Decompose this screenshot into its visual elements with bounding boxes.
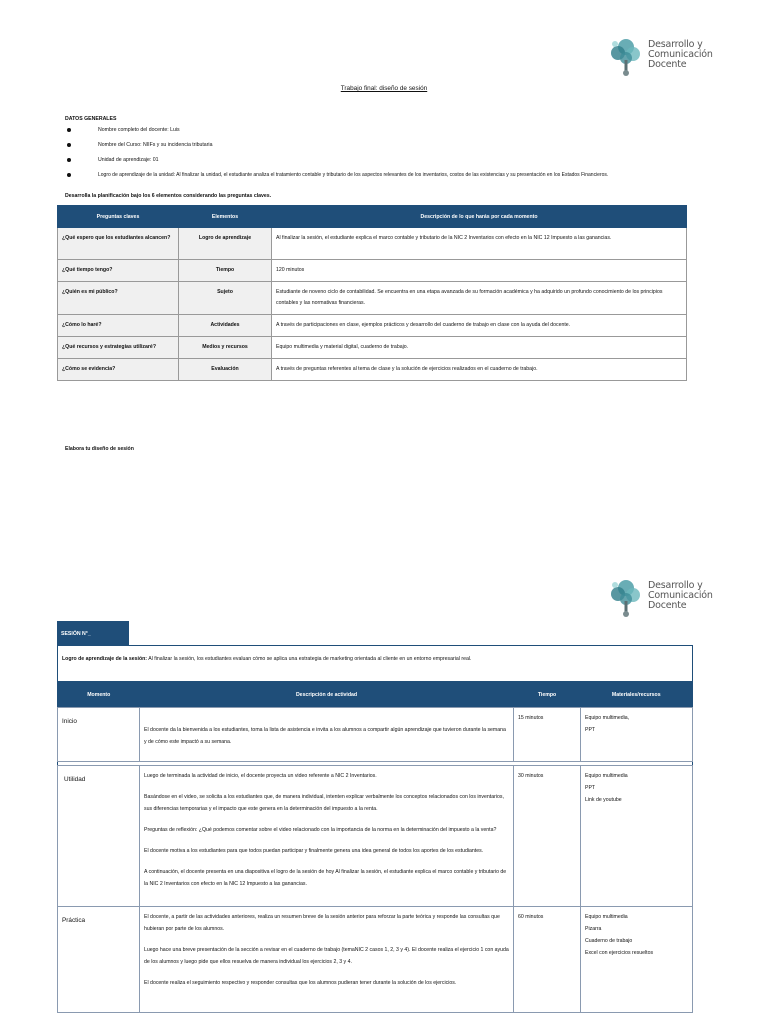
datos-generales-list — [65, 127, 705, 187]
material-item: Equipo multimedia — [585, 914, 628, 920]
element-cell: Medios y recursos — [179, 337, 272, 359]
logo-line-3: Docente — [648, 600, 687, 611]
time-cell: 60 minutos — [514, 907, 581, 1013]
materials-cell — [581, 907, 693, 1013]
instruction-text: Desarrolla la planificación bajo los 6 elementos considerando las preguntas claves. — [65, 193, 272, 199]
material-item: Cuaderno de trabajo — [585, 938, 633, 944]
bullet-icon — [67, 173, 71, 177]
table-row — [58, 907, 693, 1013]
session-logro-text: Al finalizar la sesión, los estudiantes evaluan cómo se aplica una estrategia de marketing orientada al cliente en un entorno empresarial real. — [147, 656, 472, 662]
session-logro-box — [57, 645, 693, 682]
activity-description-cell — [140, 907, 514, 1013]
table-row — [58, 315, 687, 337]
bullet-icon — [67, 158, 71, 162]
question-cell: ¿Quién es mi público? — [58, 282, 179, 315]
activity-paragraph: El docente realiza el seguimiento respectivo y responder consultas que los alumnos pudieran tener durante la solución de los ejercicios. — [144, 980, 457, 986]
question-cell: ¿Qué recursos y estrategias utilizaré? — [58, 337, 179, 359]
column-header: Descripción de actividad — [140, 683, 514, 708]
question-cell: ¿Qué espero que los estudiantes alcancen? — [58, 228, 179, 260]
list-item: Nombre del Curso: NIIFs y su incidencia tributaria — [65, 142, 705, 157]
column-header: Momento — [58, 683, 140, 708]
logo-line-2: Comunicación — [648, 49, 713, 60]
planning-table — [57, 205, 687, 381]
material-item: Excel con ejercicios resueltos — [585, 950, 654, 956]
description-cell: Equipo multimedia y material digital, cuaderno de trabajo. — [272, 337, 687, 359]
element-cell: Tiempo — [179, 260, 272, 282]
activity-paragraph: El docente motiva a los estudiantes para que todos puedan participar y finalmente genera una idea general de todos los aportes de los estudiantes. — [144, 848, 484, 854]
logo-desarrollo-comunicacion-docente — [606, 577, 716, 621]
material-item: Equipo multimedia — [585, 773, 628, 779]
table-row — [58, 708, 693, 762]
tree-logo-icon — [606, 36, 646, 76]
time-cell: 15 minutos — [514, 708, 581, 762]
table-row — [58, 228, 687, 260]
description-cell: Estudiante de noveno ciclo de contabilidad. Se encuentra en una etapa avanzada de su formación académica y ha adquirido un profundo conocimiento de los principios contables y las normativas financieras. — [272, 282, 687, 315]
column-header: Preguntas claves — [58, 206, 179, 228]
material-item: Pizarra — [585, 926, 602, 932]
logo-desarrollo-comunicacion-docente — [606, 36, 716, 80]
document-title: Trabajo final: diseño de sesión — [340, 85, 428, 92]
bullet-icon — [67, 128, 71, 132]
materials-cell — [581, 708, 693, 762]
datos-generales-heading: DATOS GENERALES — [65, 116, 117, 122]
session-activities-table — [57, 682, 693, 1013]
column-header: Materiales/recursos — [581, 683, 693, 708]
element-cell: Actividades — [179, 315, 272, 337]
activity-paragraph: Basándose en el video, se solicita a los estudiantes que, de manera individual, intenten explicar verbalmente los conceptos relacionados con los inventarios, sus diferencias temporarias y el impacto que este genera en la determinación del impuesto a la renta. — [144, 794, 504, 812]
list-item: Unidad de aprendizaje: 01 — [65, 157, 705, 172]
session-logro-label: Logro de aprendizaje de la sesión: — [62, 656, 148, 662]
description-cell: A través de preguntas referentes al tema de clase y la solución de ejercicios realizados en el cuaderno de trabajo. — [272, 359, 687, 381]
table-row — [58, 260, 687, 282]
question-cell: ¿Cómo se evidencia? — [58, 359, 179, 381]
bullet-icon — [67, 143, 71, 147]
session-number-tab: SESIÓN N°_ — [57, 621, 129, 646]
table-header-row — [58, 683, 693, 708]
activity-paragraph: Luego hace una breve presentación de la sección a revisar en el cuaderno de trabajo (temaNIC 2 casos 1, 2, 3 y 4). El docente realiza el ejercicio 1 con ayuda de los alumnos y luego pide que ellos resuelva de manera individual los ejercicios 2, 3 y 4. — [144, 947, 509, 965]
elabora-heading: Elabora tu diseño de sesión — [65, 446, 134, 452]
logo-line-1: Desarrollo y — [648, 39, 703, 50]
activity-paragraph: Preguntas de reflexión: ¿Qué podemos comentar sobre el video relacionado con la importancia de la norma en la determinación del impuesto a la venta? — [144, 827, 497, 833]
element-cell: Sujeto — [179, 282, 272, 315]
logo-line-3: Docente — [648, 59, 687, 70]
time-cell: 30 minutos — [514, 766, 581, 907]
activity-paragraph: El docente, a partir de las actividades anteriores, realiza un resumen breve de la sesión anterior para reforzar la parte teórica y responde las consultas que hubieran por parte de los alumnos. — [144, 914, 500, 932]
column-header: Tiempo — [514, 683, 581, 708]
column-header: Elementos — [179, 206, 272, 228]
question-cell: ¿Qué tiempo tengo? — [58, 260, 179, 282]
element-cell: Evaluación — [179, 359, 272, 381]
moment-cell: Práctica — [58, 907, 140, 1013]
tree-logo-icon — [606, 577, 646, 617]
table-row — [58, 766, 693, 907]
table-row — [58, 359, 687, 381]
logo-line-2: Comunicación — [648, 590, 713, 601]
activity-description-cell — [140, 766, 514, 907]
material-item: Equipo multimedia, — [585, 715, 630, 721]
material-item: Link de youtube — [585, 797, 622, 803]
table-row — [58, 282, 687, 315]
description-cell: Al finalizar la sesión, el estudiante explica el marco contable y tributario de la NIC 2 Inventarios con efecto en la NIC 12 Impuesto a las ganancias. — [272, 228, 687, 260]
description-cell: A través de participaciones en clase, ejemplos prácticos y desarrollo del cuaderno de trabajo en clase con la ayuda del docente. — [272, 315, 687, 337]
question-cell: ¿Cómo lo haré? — [58, 315, 179, 337]
list-item: Nombre completo del docente: Luis — [65, 127, 705, 142]
column-header: Descripción de lo que harás por cada momento — [272, 206, 687, 228]
moment-cell: Utilidad — [58, 766, 140, 907]
activity-description-cell — [140, 708, 514, 762]
moment-cell: Inicio — [58, 708, 140, 762]
list-item: Logro de aprendizaje de la unidad: Al finalizar la unidad, el estudiante analiza el tratamiento contable y tributario de los aspectos relevantes de los inventarios, costos de las existencias y su presentación en los Estados Financieros. — [65, 172, 705, 187]
element-cell: Logro de aprendizaje — [179, 228, 272, 260]
description-cell: 120 minutos — [272, 260, 687, 282]
material-item: PPT — [585, 785, 596, 791]
table-row — [58, 337, 687, 359]
material-item: PPT — [585, 727, 596, 733]
materials-cell — [581, 766, 693, 907]
activity-paragraph: El docente da la bienvenida a los estudiantes, toma la lista de asistencia e invita a los alumnos a compartir algún aprendizaje que tuvieron durante la semana y de cómo este impactó a su semana. — [144, 727, 506, 745]
table-header-row — [58, 206, 687, 228]
logo-line-1: Desarrollo y — [648, 580, 703, 591]
activity-paragraph: A continuación, el docente presenta en una diapositiva el logro de la sesión de hoy Al finalizar la sesión, el estudiante explica el marco contable y tributario de la NIC 2 Inventarios con efecto en la NIC 12 Impuesto a las ganancias. — [144, 869, 507, 887]
activity-paragraph: Luego de terminada la actividad de inicio, el docente proyecta un video referente a NIC 2 Inventarios. — [144, 773, 377, 779]
